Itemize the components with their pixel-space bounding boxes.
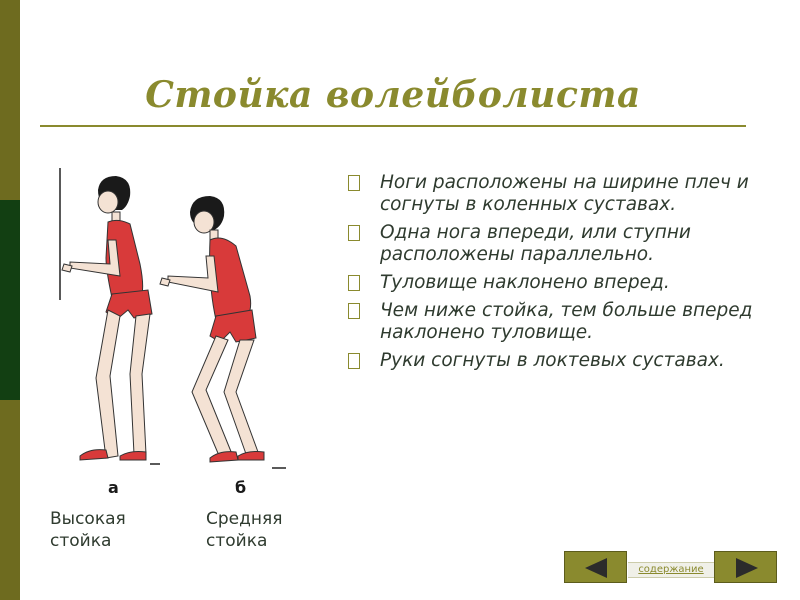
player-figure-high-stance xyxy=(62,176,160,464)
list-item-text: Туловище наклонено вперед. xyxy=(380,272,670,293)
bullet-square-icon xyxy=(348,175,360,191)
strip-segment-olive-top xyxy=(0,0,20,200)
stance-figures-svg xyxy=(50,160,310,500)
list-item xyxy=(348,272,768,294)
slide-title: Стойка волейболиста xyxy=(145,74,641,116)
strip-segment-olive-bottom xyxy=(0,400,20,600)
list-item xyxy=(348,222,768,266)
caption-middle-stance-line1: Средняя xyxy=(206,509,283,529)
table-of-contents-link[interactable]: содержание xyxy=(628,562,714,578)
caption-middle-stance-line2: стойка xyxy=(206,531,268,551)
list-item xyxy=(348,300,768,344)
stance-description-list xyxy=(348,172,768,378)
list-item-text: Руки согнуты в локтевых суставах. xyxy=(380,350,725,371)
left-triangle-icon xyxy=(565,552,628,584)
list-item xyxy=(348,172,768,216)
figure-letter-b: б xyxy=(235,478,247,497)
bullet-square-icon xyxy=(348,275,360,291)
list-item xyxy=(348,350,768,372)
volleyball-stance-illustration xyxy=(50,160,310,500)
caption-middle-stance xyxy=(206,508,326,552)
list-item-text: Чем ниже стойка, тем больше вперед наклонено туловище. xyxy=(380,300,753,343)
player-figure-middle-stance xyxy=(160,196,286,468)
figure-letter-a: а xyxy=(108,478,119,497)
bullet-square-icon xyxy=(348,353,360,369)
list-item-text: Ноги расположены на ширине плеч и согнуты в коленных суставах. xyxy=(380,172,749,215)
bullet-square-icon xyxy=(348,225,360,241)
caption-high-stance-line2: стойка xyxy=(50,531,112,551)
caption-high-stance xyxy=(50,508,170,552)
caption-high-stance-line1: Высокая xyxy=(50,509,126,529)
prev-slide-button[interactable] xyxy=(564,551,627,583)
title-underline xyxy=(40,125,746,127)
bullet-square-icon xyxy=(348,303,360,319)
right-triangle-icon xyxy=(715,552,778,584)
next-slide-button[interactable] xyxy=(714,551,777,583)
list-item-text: Одна нога впереди, или ступни расположены параллельно. xyxy=(380,222,691,265)
strip-segment-dark-green xyxy=(0,200,20,400)
left-decorative-strip xyxy=(0,0,20,600)
